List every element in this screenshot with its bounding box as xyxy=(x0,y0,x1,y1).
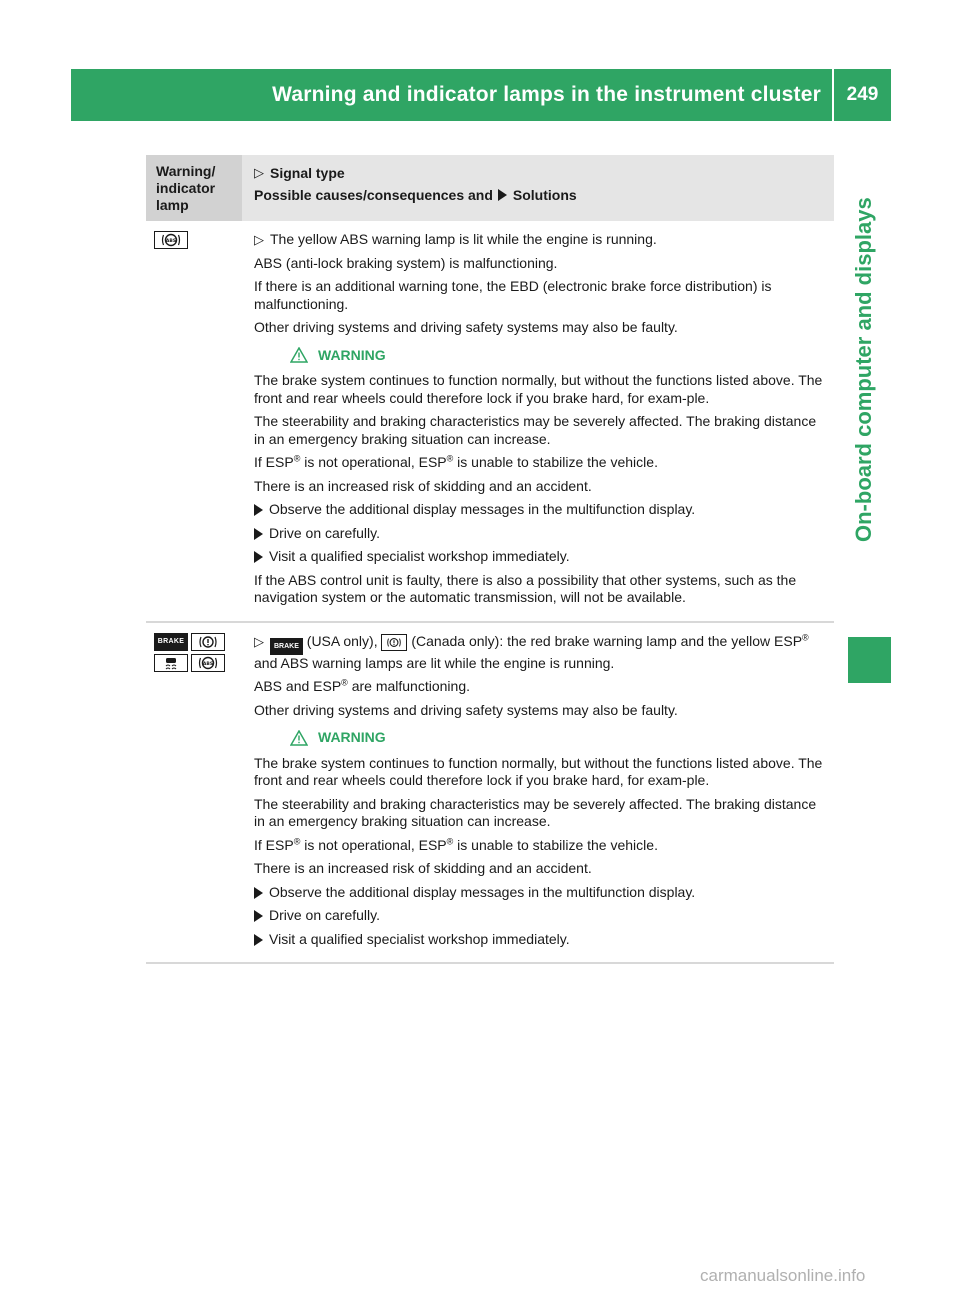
page-number: 249 xyxy=(846,84,879,105)
solution-step: Observe the additional display messages in the multifunction display. xyxy=(254,501,826,519)
col-header-signal xyxy=(242,155,834,221)
warning-text: The brake system continues to function normally, but without the functions listed above. The front and rear wheels could therefore lock if you brake hard, for exam-ple. xyxy=(254,754,823,789)
cause-text: Other driving systems and driving safety systems may also be faulty. xyxy=(254,319,678,335)
esp-note: If ESP® is not operational, ESP® is unable to stabilize the vehicle. xyxy=(254,453,658,470)
cause-text: ABS (anti-lock braking system) is malfunctioning. xyxy=(254,254,558,271)
solution-arrow-icon xyxy=(498,189,507,201)
cause-text: If there is an additional warning tone, the EBD (electronic brake force distribution) is malfunctioning. xyxy=(254,278,772,312)
lamp-cell xyxy=(146,221,242,621)
signal-triangle-icon: ▷ xyxy=(254,232,264,247)
solution-step: Visit a qualified specialist workshop immediately. xyxy=(254,931,826,949)
esp-skid-lamp-icon xyxy=(154,654,188,672)
brake-circle-lamp-icon xyxy=(381,634,407,651)
svg-text:ABS: ABS xyxy=(202,661,214,667)
signal-text: ▷ BRAKE (USA only), (Canada only): the red brake warning lamp and the yellow ESP® and ABS warning lamps are lit while the engine is running. xyxy=(254,631,809,671)
solution-step: Drive on carefully. xyxy=(254,525,826,543)
solution-step: Visit a qualified specialist workshop immediately. xyxy=(254,548,826,566)
table-row xyxy=(146,221,834,623)
step-arrow-icon xyxy=(254,504,263,516)
signal-triangle-icon: ▷ xyxy=(254,633,264,649)
risk-text: There is an increased risk of skidding and an accident. xyxy=(254,860,592,877)
warning-label: WARNING xyxy=(318,729,386,746)
cause-text: Other driving systems and driving safety systems may also be faulty. xyxy=(254,701,678,718)
warning-lamp-table xyxy=(146,155,834,964)
step-arrow-icon xyxy=(254,528,263,540)
page-title: Warning and indicator lamps in the instrument cluster xyxy=(272,83,821,106)
risk-text: There is an increased risk of skidding and an accident. xyxy=(254,477,592,494)
table-header xyxy=(146,155,834,221)
description-cell xyxy=(242,623,834,963)
svg-text:ABS: ABS xyxy=(165,239,177,244)
watermark: carmanualsonline.info xyxy=(700,1266,866,1285)
solutions-label: Solutions xyxy=(512,187,577,203)
esp-note: If ESP® is not operational, ESP® is unable to stabilize the vehicle. xyxy=(254,836,658,853)
warning-text: The steerability and braking characteristics may be severely affected. The braking distance in an emergency braking situation can increase. xyxy=(254,413,817,447)
col-header-lamp: Warning/ indicator lamp xyxy=(146,155,242,221)
warning-text: The brake system continues to function normally, but without the functions listed above. The front and rear wheels could therefore lock if you brake hard, for exam-ple. xyxy=(254,372,823,406)
warning-triangle-icon xyxy=(290,347,308,363)
cause-text: ABS and ESP® are malfunctioning. xyxy=(254,677,470,695)
abs-lamp-icon xyxy=(191,654,225,672)
step-arrow-icon xyxy=(254,551,263,563)
signal-triangle-icon: ▷ xyxy=(254,165,264,180)
note-text: If the ABS control unit is faulty, there is also a possibility that other systems, such as the navigation system or the automatic transmission, will not be available. xyxy=(254,571,797,605)
side-tab-marker xyxy=(848,637,891,683)
signal-text: The yellow ABS warning lamp is lit while the engine is running. xyxy=(270,231,657,247)
step-arrow-icon xyxy=(254,887,263,899)
warning-triangle-icon xyxy=(290,730,308,746)
warning-label: WARNING xyxy=(318,346,386,363)
side-tab-label: On-board computer and displays xyxy=(851,197,876,543)
description-cell xyxy=(242,221,834,621)
solution-step: Drive on carefully. xyxy=(254,907,826,925)
abs-lamp-icon xyxy=(154,231,188,249)
warning-heading xyxy=(290,729,826,747)
brake-circle-lamp-icon xyxy=(191,633,225,651)
table-row xyxy=(146,623,834,965)
signal-type-label: Signal type xyxy=(270,165,345,181)
solution-step: Observe the additional display messages in the multifunction display. xyxy=(254,884,826,902)
brake-lamp-icon: BRAKE xyxy=(154,633,188,651)
brake-lamp-icon: BRAKE xyxy=(270,638,303,655)
lamp-cell xyxy=(146,623,242,963)
step-arrow-icon xyxy=(254,910,263,922)
causes-label: Possible causes/consequences and xyxy=(254,187,493,203)
step-arrow-icon xyxy=(254,934,263,946)
warning-heading xyxy=(290,347,826,365)
warning-text: The steerability and braking characteristics may be severely affected. The braking distance in an emergency braking situation can increase. xyxy=(254,795,817,830)
